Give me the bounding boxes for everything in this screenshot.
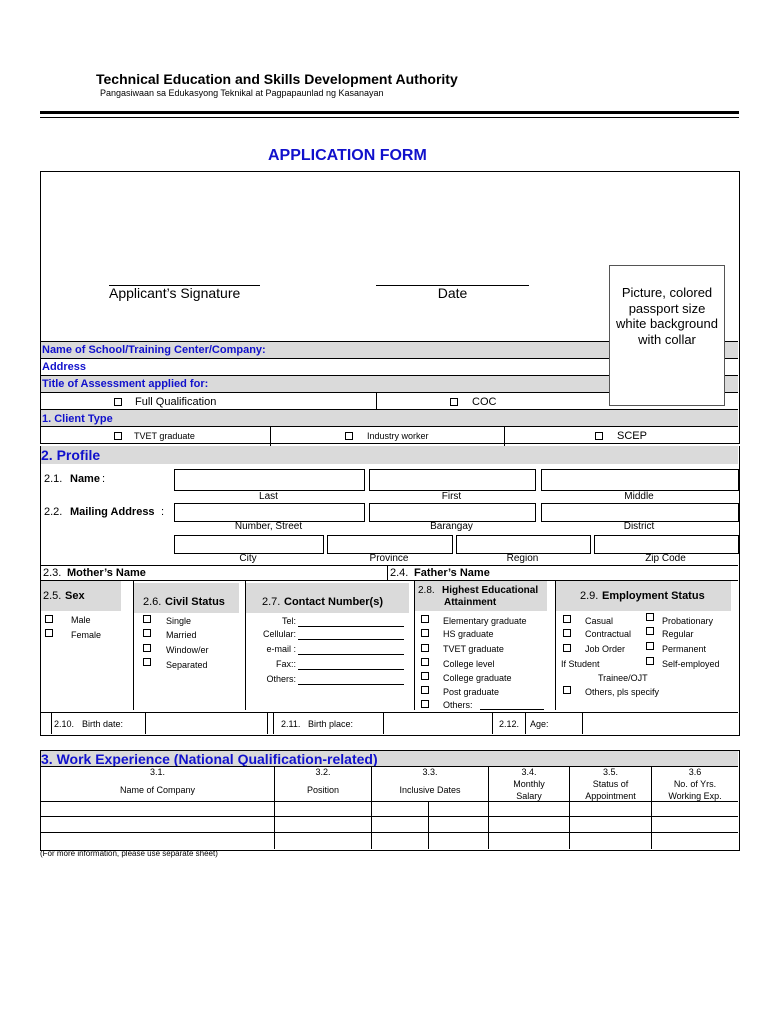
- casual-label: Casual: [585, 616, 614, 626]
- birth-place-number: 2.11.: [281, 719, 301, 729]
- married-label: Married: [166, 630, 197, 640]
- work-col4-header-2: Salary: [516, 791, 542, 801]
- profile-header: [41, 446, 738, 464]
- hs-graduate-label: HS graduate: [443, 629, 494, 639]
- street-label: Number, Street: [234, 521, 303, 532]
- probationary-label: Probationary: [662, 616, 714, 626]
- zip-code-input[interactable]: [594, 535, 739, 554]
- client-type-title: 1. Client Type: [42, 413, 113, 425]
- if-student-label: If Student: [561, 659, 600, 669]
- fax-input[interactable]: [298, 669, 404, 670]
- mailing-number: 2.2.: [44, 506, 63, 518]
- first-label: First: [441, 491, 462, 502]
- name-number: 2.1.: [44, 473, 63, 485]
- cellular-label: Cellular:: [262, 629, 296, 639]
- birth-date-input[interactable]: [146, 713, 266, 734]
- zip-code-label: Zip Code: [645, 553, 686, 564]
- widower-checkbox[interactable]: [143, 644, 151, 652]
- college-level-checkbox[interactable]: [421, 658, 429, 666]
- others-contact-label: Others:: [266, 674, 296, 684]
- tvet-grad-label: TVET graduate: [443, 644, 504, 654]
- trainee-ojt-label: Trainee/OJT: [598, 673, 648, 683]
- last-name-input[interactable]: [174, 469, 365, 491]
- work-col6-header-1: No. of Yrs.: [673, 779, 717, 789]
- street-input[interactable]: [174, 503, 365, 522]
- work-col1-header: Name of Company: [119, 785, 196, 795]
- job-order-label: Job Order: [585, 644, 626, 654]
- barangay-label: Barangay: [430, 521, 473, 532]
- others-employment-label: Others, pls specify: [585, 687, 660, 697]
- contractual-label: Contractual: [585, 629, 632, 639]
- self-employed-label: Self-employed: [662, 659, 720, 669]
- industry-worker-label: Industry worker: [367, 431, 429, 441]
- others-education-input[interactable]: [480, 709, 544, 710]
- assessment-title-label: Title of Assessment applied for:: [42, 378, 209, 390]
- work-col5-number: 3.5.: [602, 767, 618, 777]
- age-label: Age:: [530, 719, 549, 729]
- header-rule: [40, 111, 739, 114]
- tel-label: Tel:: [281, 616, 296, 626]
- name-label: Name: [70, 473, 100, 485]
- permanent-label: Permanent: [662, 644, 707, 654]
- middle-name-input[interactable]: [541, 469, 739, 491]
- first-name-input[interactable]: [369, 469, 536, 491]
- client-type-row: [41, 410, 738, 426]
- birth-date-label: Birth date:: [82, 719, 124, 729]
- work-col3-number: 3.3.: [422, 767, 438, 777]
- mother-number: 2.3.: [43, 567, 62, 579]
- education-number: 2.8.: [418, 585, 435, 596]
- work-col5-header-1: Status of: [592, 779, 629, 789]
- work-col5-header-2: Appointment: [585, 791, 636, 801]
- header-rule-thin: [40, 117, 739, 118]
- others-employment-checkbox[interactable]: [563, 686, 571, 694]
- profile-title: 2. Profile: [41, 447, 101, 463]
- full-qualification-checkbox[interactable]: [114, 398, 122, 406]
- work-col4-header-1: Monthly: [513, 779, 545, 789]
- age-input[interactable]: [583, 713, 737, 734]
- elementary-checkbox[interactable]: [421, 615, 429, 623]
- permanent-checkbox[interactable]: [646, 642, 654, 650]
- photo-box[interactable]: Picture, colored passport size white background with collar: [609, 265, 725, 406]
- work-col6-header-2: Working Exp.: [668, 791, 722, 801]
- sex-title: Sex: [65, 590, 85, 602]
- education-title-2: Attainment: [444, 597, 497, 608]
- work-title: 3. Work Experience (National Qualification-related): [41, 751, 378, 767]
- employment-title: Employment Status: [602, 590, 705, 602]
- contractual-checkbox[interactable]: [563, 629, 571, 637]
- work-col4-number: 3.4.: [521, 767, 537, 777]
- work-col6-number: 3.6: [688, 767, 702, 777]
- female-checkbox[interactable]: [45, 629, 53, 637]
- father-number: 2.4.: [390, 567, 409, 579]
- father-label: Father’s Name: [414, 567, 490, 579]
- date-label: Date: [437, 285, 468, 301]
- org-name: Technical Education and Skills Development Authority: [96, 71, 458, 87]
- address-label: Address: [42, 361, 87, 373]
- single-checkbox[interactable]: [143, 615, 151, 623]
- elementary-label: Elementary graduate: [443, 616, 527, 626]
- birth-date-number: 2.10.: [54, 719, 75, 729]
- tel-input[interactable]: [298, 626, 404, 627]
- civil-number: 2.6.: [143, 596, 162, 608]
- district-input[interactable]: [541, 503, 739, 522]
- civil-title: Civil Status: [165, 596, 225, 608]
- sex-number: 2.5.: [43, 590, 62, 602]
- coc-label: COC: [472, 396, 497, 408]
- middle-label: Middle: [624, 491, 654, 502]
- contact-number: 2.7.: [262, 596, 281, 608]
- work-col2-header: Position: [306, 785, 340, 795]
- hs-graduate-checkbox[interactable]: [421, 629, 429, 637]
- others-contact-input[interactable]: [298, 684, 404, 685]
- education-title-1: Highest Educational: [442, 585, 539, 596]
- email-label: e-mail :: [266, 644, 296, 654]
- age-number: 2.12.: [499, 719, 520, 729]
- applicant-signature-label: Applicant’s Signature: [109, 285, 241, 301]
- college-level-label: College level: [443, 659, 495, 669]
- birth-place-label: Birth place:: [308, 719, 354, 729]
- province-input[interactable]: [327, 535, 453, 554]
- separated-label: Separated: [166, 660, 208, 670]
- org-name-sub: Pangasiwaan sa Edukasyong Teknikal at Pagpapaunlad ng Kasanayan: [100, 88, 384, 98]
- tvet-graduate-label: TVET graduate: [134, 431, 195, 441]
- female-label: Female: [71, 630, 102, 640]
- job-order-checkbox[interactable]: [563, 644, 571, 652]
- region-label: Region: [506, 553, 539, 564]
- email-input[interactable]: [298, 654, 404, 655]
- mailing-label: Mailing Address: [70, 506, 155, 518]
- widower-label: Window/er: [166, 645, 209, 655]
- single-label: Single: [166, 616, 192, 626]
- male-label: Male: [71, 615, 91, 625]
- scep-label: SCEP: [617, 430, 647, 442]
- male-checkbox[interactable]: [45, 615, 53, 623]
- self-employed-checkbox[interactable]: [646, 657, 654, 665]
- others-education-checkbox[interactable]: [421, 700, 429, 708]
- regular-label: Regular: [662, 629, 694, 639]
- school-label: Name of School/Training Center/Company:: [42, 344, 266, 356]
- tvet-graduate-checkbox[interactable]: [114, 432, 122, 440]
- contact-title: Contact Number(s): [284, 596, 384, 608]
- post-graduate-label: Post graduate: [443, 687, 500, 697]
- barangay-input[interactable]: [369, 503, 536, 522]
- work-note: (For more information, please use separate sheet): [40, 849, 218, 858]
- scep-checkbox[interactable]: [595, 432, 603, 440]
- district-label: District: [623, 521, 655, 532]
- college-graduate-label: College graduate: [443, 673, 512, 683]
- full-qualification-label: Full Qualification: [135, 396, 217, 408]
- tvet-grad-checkbox[interactable]: [421, 644, 429, 652]
- region-input[interactable]: [456, 535, 591, 554]
- city-input[interactable]: [174, 535, 324, 554]
- probationary-checkbox[interactable]: [646, 613, 654, 621]
- mother-label: Mother’s Name: [67, 567, 146, 579]
- city-label: City: [239, 553, 257, 564]
- province-label: Province: [369, 553, 409, 564]
- cellular-input[interactable]: [298, 639, 404, 640]
- post-graduate-checkbox[interactable]: [421, 686, 429, 694]
- employment-number: 2.9.: [580, 590, 599, 602]
- fax-label: Fax::: [275, 659, 296, 669]
- regular-checkbox[interactable]: [646, 627, 654, 635]
- casual-checkbox[interactable]: [563, 615, 571, 623]
- separated-checkbox[interactable]: [143, 658, 151, 666]
- work-col1-number: 3.1.: [149, 767, 165, 777]
- others-education-label: Others:: [443, 700, 473, 710]
- industry-worker-checkbox[interactable]: [345, 432, 353, 440]
- last-label: Last: [259, 491, 278, 502]
- work-col3-header: Inclusive Dates: [399, 785, 461, 795]
- coc-checkbox[interactable]: [450, 398, 458, 406]
- work-col2-number: 3.2.: [315, 767, 331, 777]
- form-title: APPLICATION FORM: [268, 147, 427, 164]
- married-checkbox[interactable]: [143, 629, 151, 637]
- college-graduate-checkbox[interactable]: [421, 672, 429, 680]
- birth-place-input[interactable]: [384, 713, 491, 734]
